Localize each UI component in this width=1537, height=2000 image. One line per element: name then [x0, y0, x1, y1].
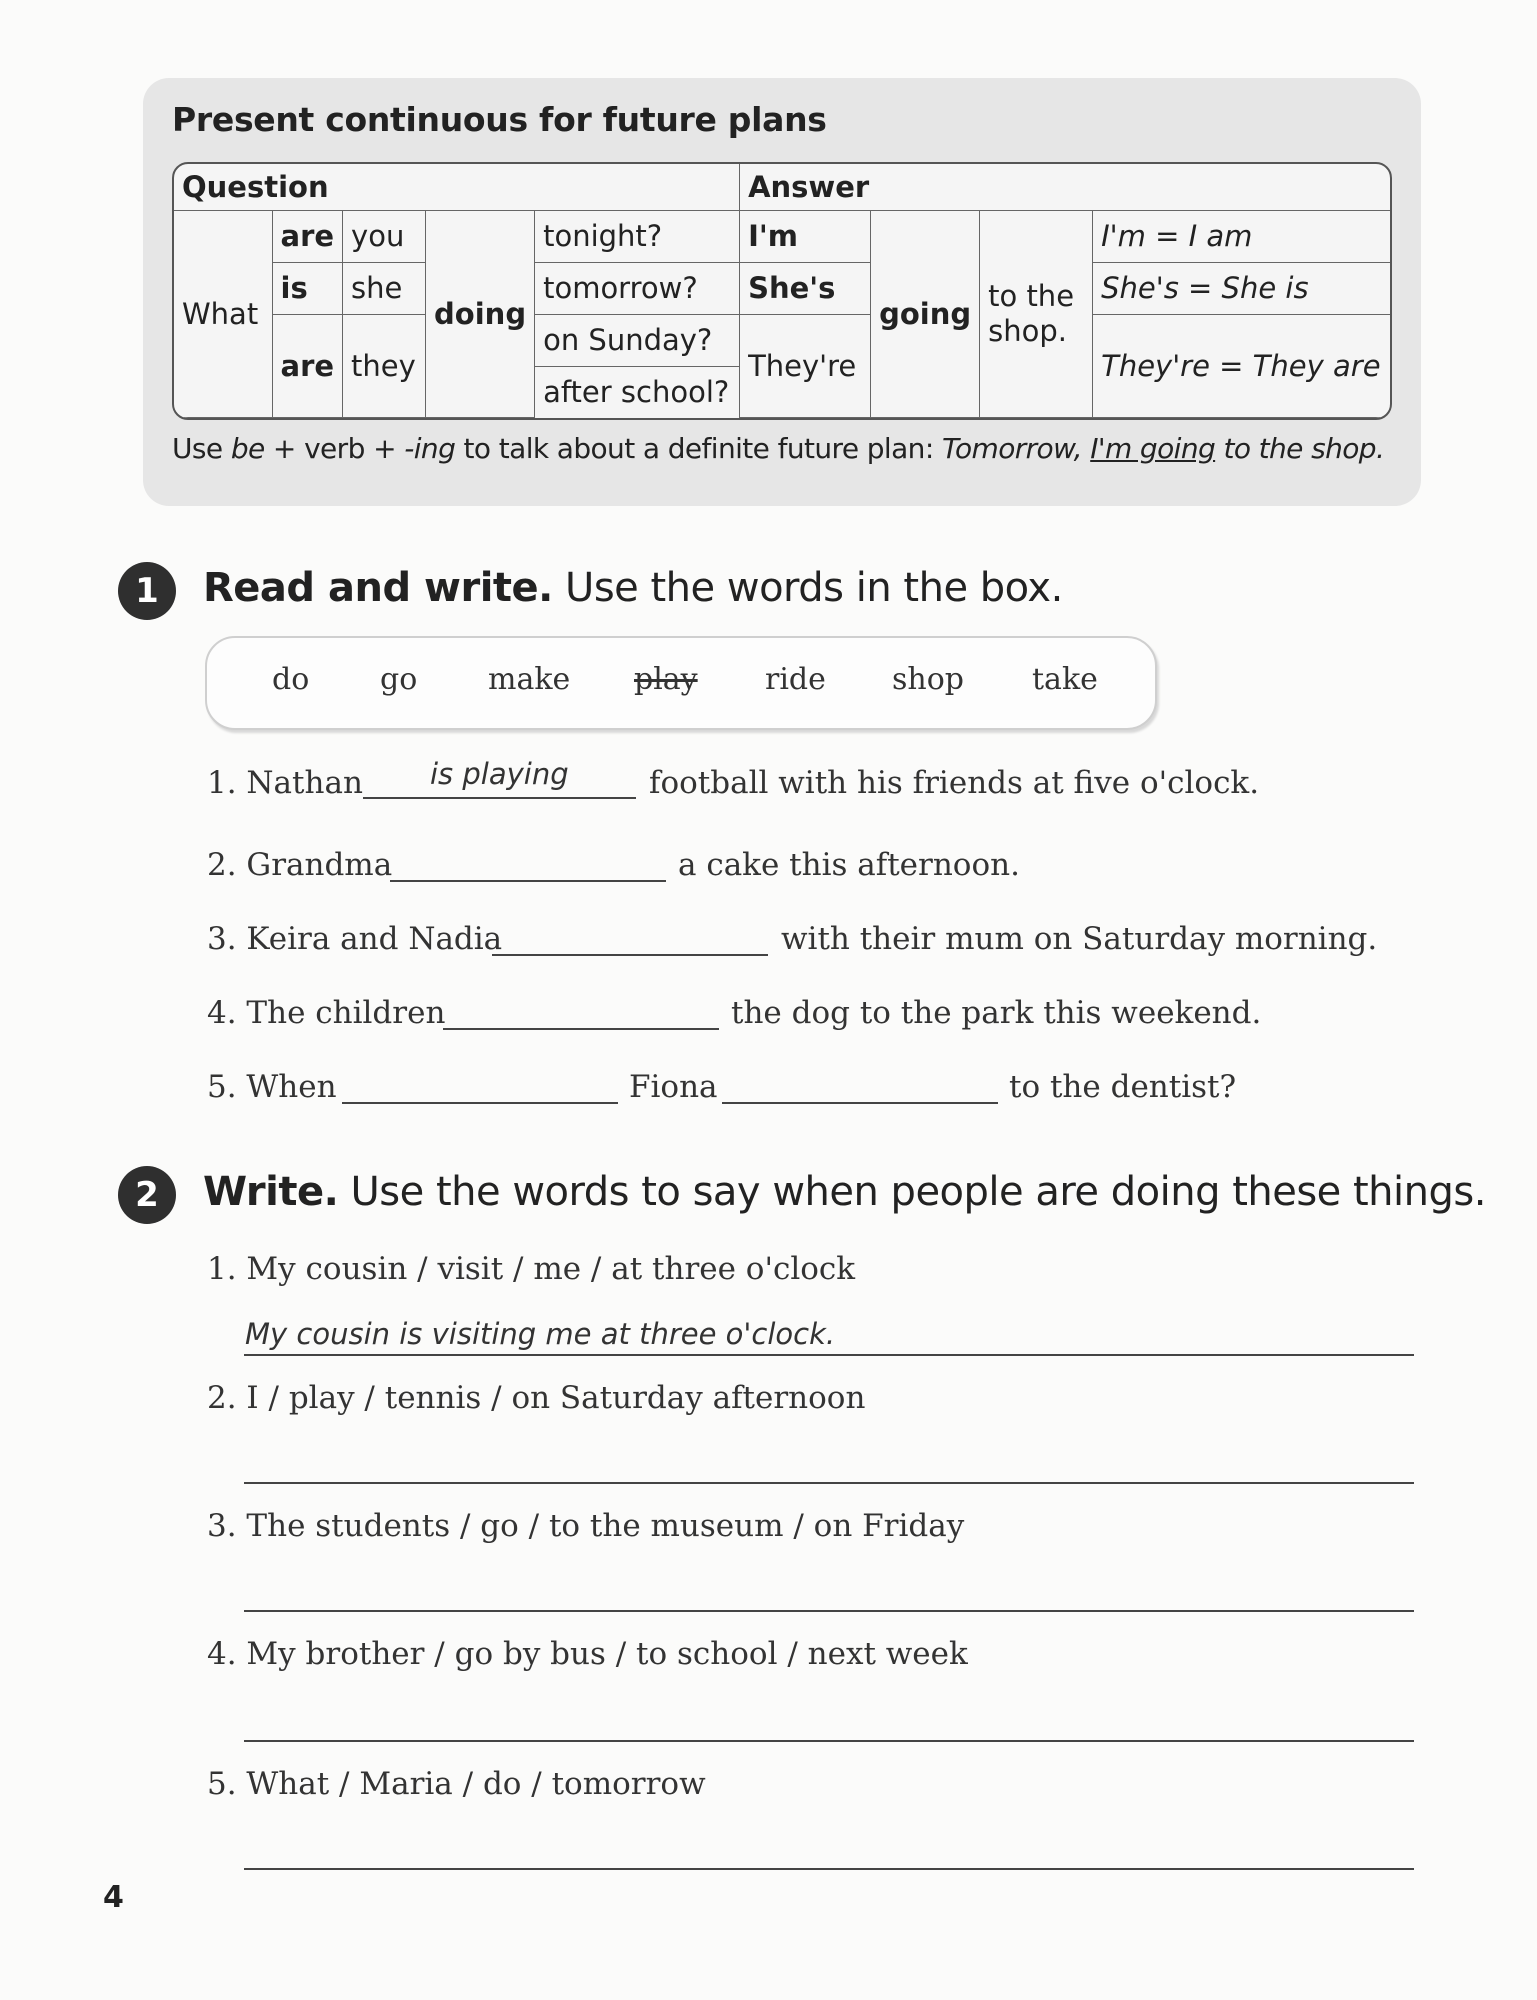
contraction-shes: She's = She is: [1093, 262, 1390, 314]
subject-you: you: [343, 211, 426, 263]
word-shop: shop: [892, 662, 964, 697]
verb-are-2: are: [272, 314, 343, 417]
answer-1-example: My cousin is visiting me at three o'clock.: [245, 1317, 836, 1351]
exercise-1-number: 1: [118, 562, 176, 620]
verb-is: is: [272, 262, 343, 314]
sentence-2-blank[interactable]: [390, 880, 666, 882]
answer-theyre: They're: [740, 314, 871, 417]
word-do: do: [272, 662, 310, 697]
prompt-5: 5. What / Maria / do / tomorrow: [207, 1766, 706, 1802]
note-be: be: [230, 432, 265, 465]
subject-they: they: [343, 314, 426, 417]
doing-cell: doing: [426, 211, 535, 418]
page-number: 4: [103, 1880, 124, 1915]
sentence-3-blank[interactable]: [492, 954, 768, 956]
verb-are: are: [272, 211, 343, 263]
heading-bold: Write.: [203, 1169, 339, 1215]
sentence-5-blank-1[interactable]: [342, 1102, 618, 1104]
grammar-note: [172, 432, 1384, 465]
answer-shes: She's: [740, 262, 871, 314]
word-go: go: [380, 662, 418, 697]
sentence-5-start: 5. When: [207, 1069, 337, 1105]
sentence-4-end: the dog to the park this weekend.: [731, 995, 1262, 1031]
header-question: Question: [174, 164, 740, 211]
prompt-4: 4. My brother / go by bus / to school / next week: [207, 1636, 968, 1672]
sentence-1-blank[interactable]: [363, 797, 636, 799]
sentence-1-answer: is playing: [430, 757, 569, 791]
note-text: Use: [172, 432, 231, 465]
exercise-2-number: 2: [118, 1166, 176, 1224]
time-tomorrow: tomorrow?: [535, 262, 740, 314]
note-text: + verb +: [264, 432, 405, 465]
sentence-3-end: with their mum on Saturday morning.: [781, 921, 1378, 957]
place-cell: to the shop.: [980, 211, 1093, 418]
sentence-5-end: to the dentist?: [1009, 1069, 1237, 1105]
answer-line-3[interactable]: [244, 1610, 1414, 1612]
sentence-5-middle: Fiona: [629, 1069, 718, 1105]
contraction-im: I'm = I am: [1093, 211, 1390, 263]
sentence-3-start: 3. Keira and Nadia: [207, 921, 503, 957]
sentence-2-end: a cake this afternoon.: [678, 847, 1020, 883]
word-make: make: [488, 662, 571, 697]
grammar-table: [172, 162, 1392, 420]
heading-rest: Use the words to say when people are doing these things.: [338, 1169, 1486, 1215]
grammar-title: Present continuous for future plans: [172, 100, 827, 139]
sentence-1-end: football with his friends at five o'clock.: [649, 765, 1260, 801]
time-sunday: on Sunday?: [535, 314, 740, 366]
what-cell: What: [174, 211, 272, 418]
contraction-theyre: They're = They are: [1093, 314, 1390, 417]
prompt-3: 3. The students / go / to the museum / on Friday: [207, 1508, 965, 1544]
sentence-4-start: 4. The children: [207, 995, 446, 1031]
answer-line-4[interactable]: [244, 1740, 1414, 1742]
answer-line-1[interactable]: [244, 1354, 1414, 1356]
note-example: Tomorrow,: [941, 432, 1091, 465]
going-cell: going: [871, 211, 980, 418]
heading-rest: Use the words in the box.: [552, 565, 1063, 611]
time-tonight: tonight?: [535, 211, 740, 263]
subject-she: she: [343, 262, 426, 314]
answer-line-5[interactable]: [244, 1868, 1414, 1870]
note-example-underlined: I'm going: [1090, 432, 1216, 465]
sentence-1-start: 1. Nathan: [207, 765, 363, 801]
sentence-5-blank-2[interactable]: [722, 1102, 998, 1104]
answer-im: I'm: [740, 211, 871, 263]
prompt-2: 2. I / play / tennis / on Saturday afternoon: [207, 1380, 866, 1416]
note-text: to talk about a definite future plan:: [455, 432, 942, 465]
exercise-1-heading: [203, 565, 1063, 611]
exercise-2-heading: [203, 1169, 1486, 1215]
word-ride: ride: [765, 662, 826, 697]
heading-bold: Read and write.: [203, 565, 553, 611]
note-ing: -ing: [404, 432, 456, 465]
header-answer: Answer: [740, 164, 1390, 211]
answer-line-2[interactable]: [244, 1482, 1414, 1484]
note-example: to the shop.: [1215, 432, 1385, 465]
time-after-school: after school?: [535, 366, 740, 417]
sentence-2-start: 2. Grandma: [207, 847, 393, 883]
word-play-crossed: play: [634, 662, 698, 697]
prompt-1: 1. My cousin / visit / me / at three o'clock: [207, 1251, 856, 1287]
word-take: take: [1032, 662, 1098, 697]
sentence-4-blank[interactable]: [443, 1028, 719, 1030]
